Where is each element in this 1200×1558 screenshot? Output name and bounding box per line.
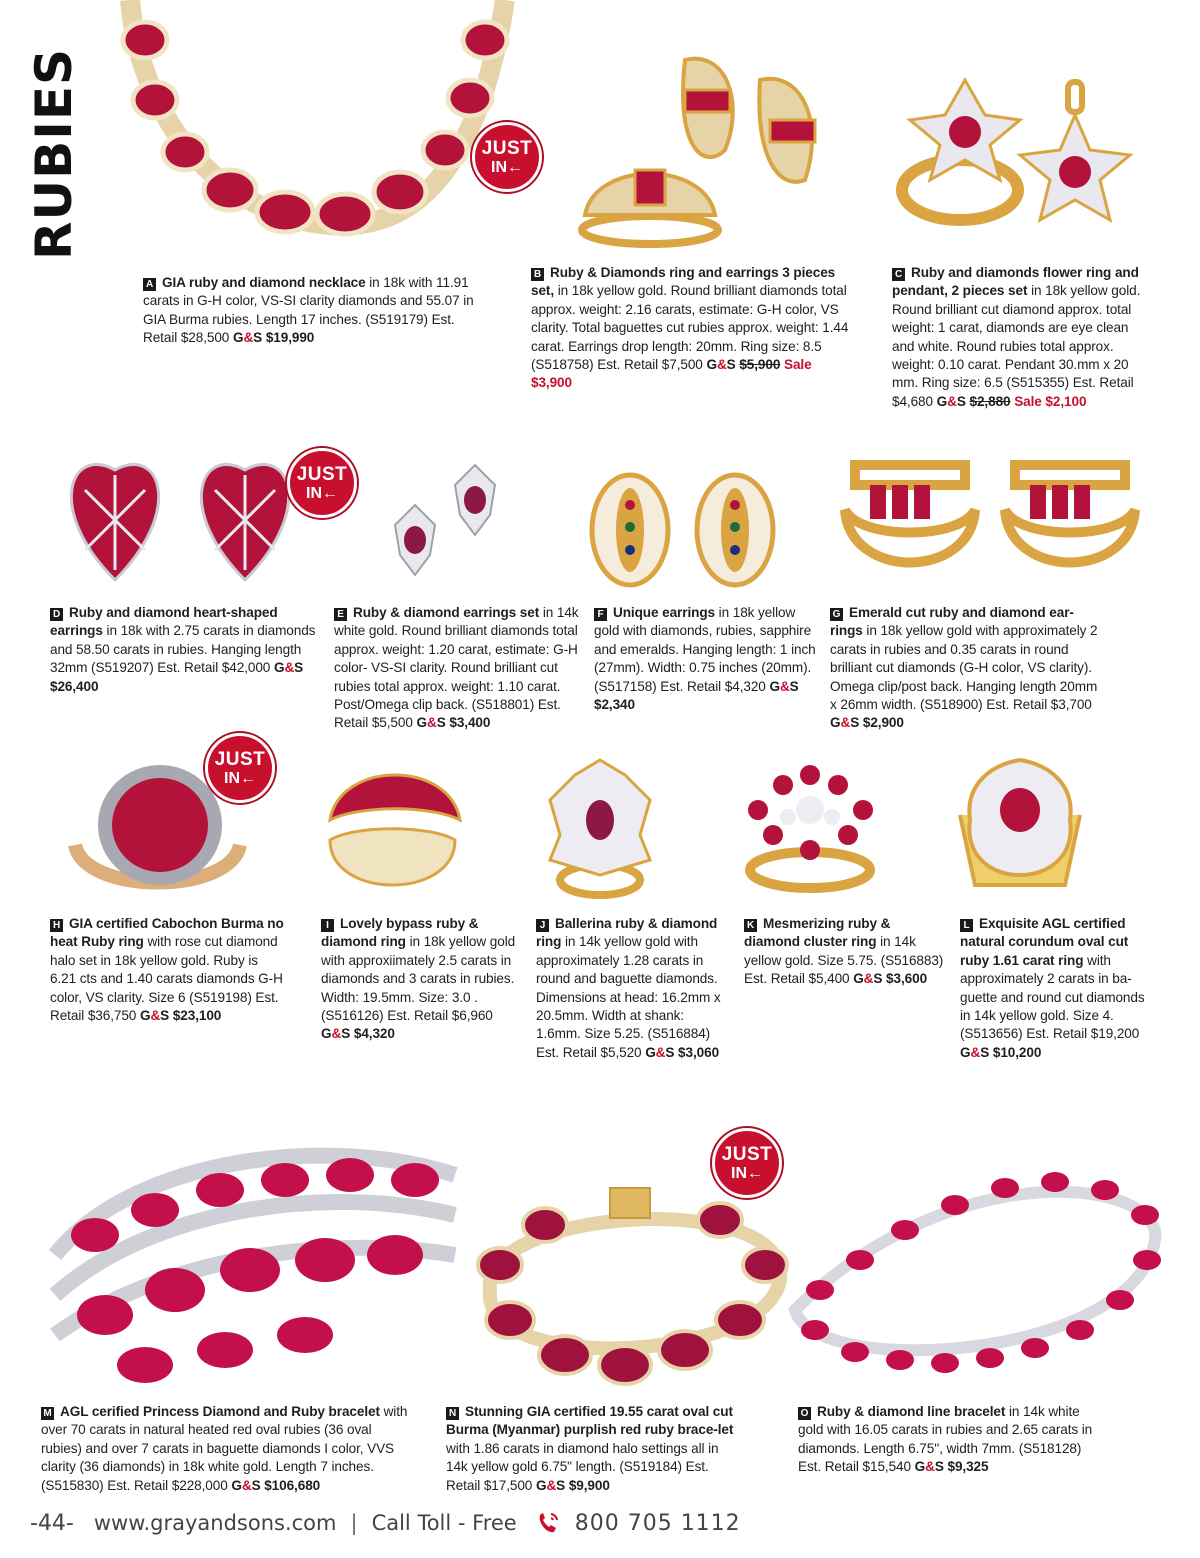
item-e-description xyxy=(334,604,579,733)
photo-ring-l xyxy=(955,755,1085,900)
item-old-price: $2,880 xyxy=(969,393,1011,409)
item-text: in 14k white gold with 16.05 carats in rubies and 2.65 carats in diamonds. Length 6.75'', width 7mm. (S518128) Est. Retail $15,540 xyxy=(798,1404,1093,1475)
gs-label: G&S xyxy=(830,715,860,731)
item-price: $26,400 xyxy=(50,678,99,694)
gs-label: G&S xyxy=(914,1459,944,1475)
item-title: Ruby & Diamonds ring and earrings 3 pieces set, xyxy=(531,265,836,299)
item-letter: F xyxy=(594,608,607,621)
just-in-badge-h: JUST IN← xyxy=(205,733,275,803)
item-title: Emerald cut ruby and diamond ear-rings xyxy=(830,605,1074,639)
gs-label: G&S xyxy=(853,971,883,987)
item-title: Mesmerizing ruby & diamond cluster ring xyxy=(744,916,891,950)
item-price: $9,900 xyxy=(568,1477,610,1493)
item-title: Unique earrings xyxy=(613,605,715,620)
item-price: $2,340 xyxy=(594,697,635,713)
item-letter: H xyxy=(50,919,63,932)
item-text: in 14k yellow gold with approximately 1.28 carats in round and baguette diamonds. Dimensions at head: 16.2mm x 20.5mm. Width at shank: 1.6mm. Size 5.25. (S516884) Est. Retail $5,520 xyxy=(536,934,721,1060)
item-letter: G xyxy=(830,608,843,621)
photo-bracelet-m xyxy=(35,1095,475,1395)
gs-label: G&S xyxy=(960,1044,990,1060)
item-letter: N xyxy=(446,1407,459,1420)
website-link[interactable]: www.grayandsons.com xyxy=(93,1511,337,1535)
item-text: with 1.86 carats in diamond halo settings all in 14k yellow gold 6.75" length. (S519184) Est. Retail $17,500 xyxy=(446,1440,719,1493)
item-h-description xyxy=(50,915,285,1025)
item-c-description xyxy=(892,264,1150,411)
photo-ring-k xyxy=(728,755,893,895)
item-price: $106,680 xyxy=(264,1477,321,1493)
item-price: $2,900 xyxy=(862,715,904,731)
item-letter: K xyxy=(744,919,757,932)
photo-bracelet-o xyxy=(775,1160,1175,1395)
item-text: in 14k yellow gold. Size 5.75. (S516883) Est. Retail $5,400 xyxy=(744,934,944,987)
item-text: in 18k yellow gold. Round brilliant cut diamond approx. total weight: 1 carat, diamonds are eye clean and white. Round rubies total approx. weight: 0.10 carat. Pendant 30.mm x 20 mm. Ring size: 6.5 (S515355) Est. Retail $4,680 xyxy=(892,283,1141,409)
item-f-description xyxy=(594,604,816,714)
photo-ring-i xyxy=(320,760,465,900)
item-title: AGL cerified Princess Diamond and Ruby bracelet xyxy=(60,1404,380,1419)
gs-label: G&S xyxy=(273,660,304,676)
item-letter: B xyxy=(531,268,544,281)
item-a-description xyxy=(143,274,478,348)
item-text: in 18k yellow gold with approximately 2 carats in rubies and 0.35 carats in round brilliant cut diamonds (G-H color, VS clarity). Omega clip/post back. Hanging length 20mm x 26mm width. (S518900) Est. Retail $3,700 xyxy=(830,623,1098,713)
gs-label: G&S xyxy=(936,393,966,409)
item-letter: O xyxy=(798,1407,811,1420)
item-k-description xyxy=(744,915,949,989)
just-in-badge-a: JUST IN← xyxy=(472,122,542,192)
item-text: in 18k yellow gold. Round brilliant diamonds total approx. weight: 2.16 carats, estimate: G-H color, VS clarity. Total baguettes cut rubies approx. weight: 1.44 carat. Earrings drop length: 20mm. Ring size: 8.5 (S518758) Est. Retail $7,500 xyxy=(531,283,849,373)
gs-label: G&S xyxy=(416,715,446,731)
item-price: $19,990 xyxy=(265,330,315,346)
section-title-text: RUBIES xyxy=(25,48,83,260)
item-letter: D xyxy=(50,608,63,621)
photo-earrings-e xyxy=(380,460,510,585)
item-i-description xyxy=(321,915,521,1044)
page-number: -44- xyxy=(30,1510,74,1536)
gs-label: G&S xyxy=(139,1008,170,1024)
item-title: Ruby and diamond heart-shaped earrings xyxy=(50,605,278,639)
item-l-description xyxy=(960,915,1150,1062)
item-price: $3,600 xyxy=(886,971,928,987)
item-title: Exquisite AGL certified natural corundum oval cut ruby 1.61 carat ring xyxy=(960,916,1129,968)
footer-separator: | xyxy=(350,1511,358,1535)
item-text: in 18k with 2.75 carats in diamonds and 58.50 carats in rubies. Hanging length 32mm (S519207) Est. Retail $42,000 xyxy=(50,623,316,676)
gs-label: G&S xyxy=(232,330,263,346)
item-text: in 14k white gold. Round brilliant diamonds total approx. weight: 1.20 carat, estimate: G-H color- VS-SI clarity. Round brilliant cut rubies total approx. weight: 1.10 carat. Post/Omega clip back. (S518801) Est. Retail $5,500 xyxy=(334,605,579,731)
footer xyxy=(30,1506,741,1540)
item-price: $3,060 xyxy=(678,1044,720,1060)
item-letter: M xyxy=(41,1407,54,1420)
item-text: with over 70 carats in natural heated red oval rubies (36 oval rubies) and over 7 carats in baguette diamonds I color, VVS clarity (36 diamonds) in 18k white gold. Length 7 inches. (S515830) Est. Retail $228,000 xyxy=(41,1404,408,1493)
item-price: $23,100 xyxy=(172,1008,222,1024)
phone-icon xyxy=(533,1508,563,1538)
item-price: $3,400 xyxy=(449,715,491,731)
item-price: $10,200 xyxy=(992,1044,1042,1060)
item-j-description xyxy=(536,915,726,1062)
photo-set-c xyxy=(890,60,1150,255)
item-title: Ruby & diamond line bracelet xyxy=(817,1404,1006,1419)
item-letter: L xyxy=(960,919,973,932)
item-title: Ruby & diamond earrings set xyxy=(353,605,540,620)
gs-label: G&S xyxy=(706,357,736,373)
item-title: Stunning GIA certified 19.55 carat oval cut Burma (Myanmar) purplish red ruby brace-let xyxy=(446,1404,734,1438)
item-old-price: $5,900 xyxy=(739,357,781,373)
item-letter: C xyxy=(892,268,905,281)
item-d-description xyxy=(50,604,320,696)
item-m-description xyxy=(41,1403,409,1495)
item-letter: J xyxy=(536,919,549,932)
item-text: with rose cut diamond halo set in 18k yellow gold. Ruby is 6.21 cts and 1.40 carats diamonds G-H color, VS clarity. Size 6 (S519198) Est. Retail $36,750 xyxy=(50,934,283,1024)
photo-bracelet-n xyxy=(450,1170,805,1395)
just-in-badge-n: JUST IN← xyxy=(712,1128,782,1198)
item-title: Lovely bypass ruby & diamond ring xyxy=(321,916,479,950)
photo-set-b xyxy=(575,40,845,250)
item-sale-price: Sale $3,900 xyxy=(531,357,812,391)
item-price: $9,325 xyxy=(947,1459,989,1475)
item-title: GIA certified Cabochon Burma no heat Ruby ring xyxy=(50,916,284,950)
item-n-description xyxy=(446,1403,736,1495)
item-text: in 18k yellow gold with diamonds, rubies, sapphire and emeralds. Hanging length: 1 inch (27mm). Width: 0.75 inches (20mm). (S517158) Est. Retail $4,320 xyxy=(594,605,816,694)
photo-necklace-a xyxy=(100,0,530,255)
item-o-description xyxy=(798,1403,1098,1477)
item-title: Ballerina ruby & diamond ring xyxy=(536,916,718,950)
just-in-badge-d: JUST IN← xyxy=(287,448,357,518)
item-g-description xyxy=(830,604,1100,733)
item-letter: A xyxy=(143,278,156,291)
phone-number[interactable]: 800 705 1112 xyxy=(574,1510,741,1536)
item-text: in 18k with 11.91 carats in G-H color, VS-SI clarity diamonds and 55.07 in GIA Burma rubies. Length 17 inches. (S519179) Est. Retail $28,500 xyxy=(143,275,474,346)
item-text: with approximately 2 carats in ba-guette and round cut diamonds in 14k yellow gold. Size 4. (S513656) Est. Retail $19,200 xyxy=(960,952,1145,1042)
call-label: Call Toll - Free xyxy=(371,1511,517,1535)
item-sale-price: Sale $2,100 xyxy=(1014,393,1087,409)
gs-label: G&S xyxy=(321,1026,351,1042)
item-b-description xyxy=(531,264,851,393)
photo-earrings-g xyxy=(830,450,1160,590)
gs-label: G&S xyxy=(769,678,799,694)
gs-label: G&S xyxy=(231,1477,261,1493)
photo-earrings-f xyxy=(585,455,785,590)
photo-earrings-d xyxy=(50,450,310,590)
item-price: $4,320 xyxy=(353,1026,395,1042)
item-title: Ruby and diamonds flower ring and pendant, 2 pieces set xyxy=(892,265,1139,299)
gs-label: G&S xyxy=(535,1477,566,1493)
item-letter: E xyxy=(334,608,347,621)
item-letter: I xyxy=(321,919,334,932)
section-title xyxy=(24,48,84,260)
photo-ring-j xyxy=(540,755,660,900)
gs-label: G&S xyxy=(645,1044,675,1060)
item-text: in 18k yellow gold with approxiimately 2.5 carats in diamonds and 3 carats in rubies. Width: 19.5mm. Size: 3.0 . (S516126) Est. Retail $6,960 xyxy=(321,934,516,1024)
item-title: GIA ruby and diamond necklace xyxy=(162,275,366,290)
